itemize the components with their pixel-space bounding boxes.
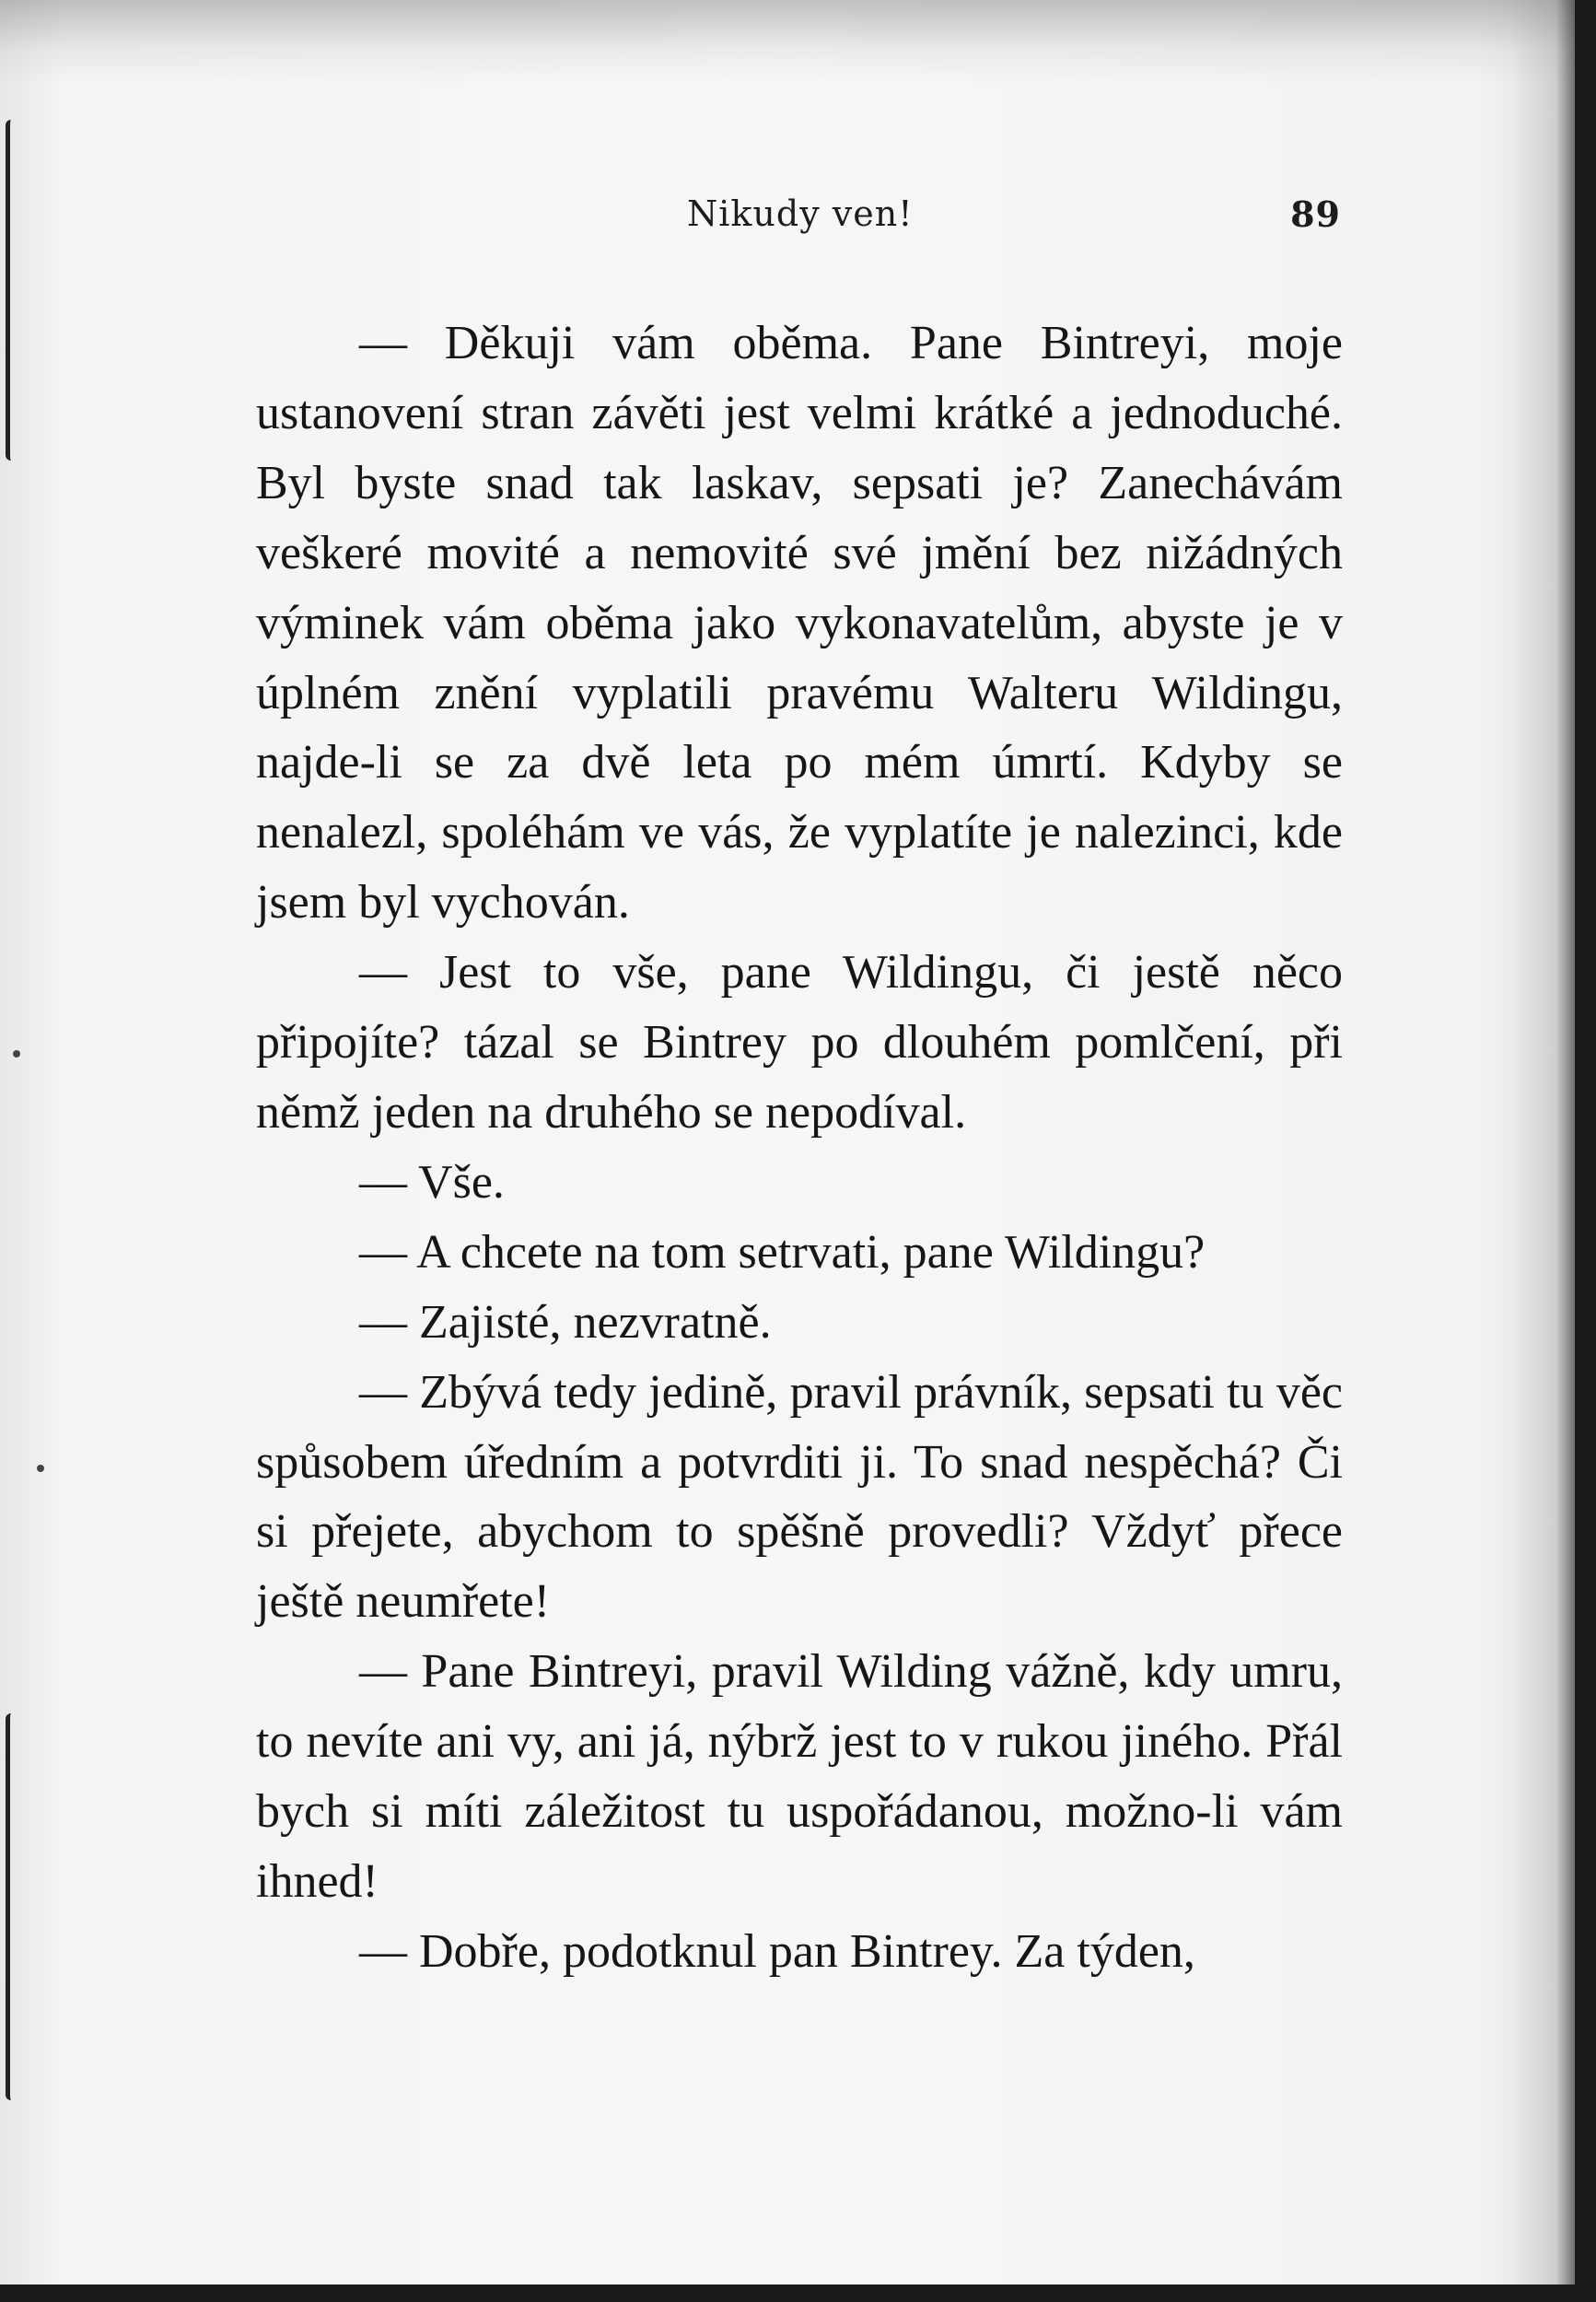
scan-speck: [37, 1465, 44, 1472]
page-number: 89: [1290, 193, 1341, 235]
paragraph: — Vše.: [359, 1155, 505, 1209]
paragraph: — Zbývá tedy jedině, pravil právník, sepsati tu věc spůsobem úředním a potvrditi ji. To snad nespěchá? Či si přejete, abychom to spěšně provedli? Vždyť přece ještě neumřete!: [256, 1365, 1343, 1629]
scan-shadow-top: [0, 0, 1575, 83]
running-head: [263, 193, 1341, 249]
body-text: [256, 309, 1343, 1987]
scan-shadow-right: [1510, 0, 1575, 2284]
paragraph: — A chcete na tom setrvati, pane Wildingu?: [359, 1225, 1206, 1279]
paragraph: — Jest to vše, pane Wildingu, či jestě něco připojíte? tázal se Bintrey po dlouhém pomlčení, při němž jeden na druhého se nepodíval.: [256, 946, 1343, 1139]
scan-speck: [13, 1050, 20, 1058]
running-title: Nikudy ven!: [687, 193, 914, 234]
binding-mark-lower: [6, 1713, 27, 2100]
binding-mark-upper: [6, 120, 27, 461]
paragraph: — Děkuji vám oběma. Pane Bintreyi, moje ustanovení stran závěti jest velmi krátké a jednoduché. Byl byste snad tak laskav, sepsati je? Zanechávám veškeré movité a nemovité své jmění bez nižádných výminek vám oběma jako vykonavatelům, abyste je v úplném znění vyplatili pravému Walteru Wildingu, najde-li se za dvě leta po mém úmrtí. Kdyby se nenalezl, spoléhám ve vás, že vyplatíte je nalezinci, kde jsem byl vychován.: [256, 317, 1343, 929]
paragraph: — Zajisté, nezvratně.: [359, 1295, 772, 1349]
paragraph: — Pane Bintreyi, pravil Wilding vážně, kdy umru, to nevíte ani vy, ani já, nýbrž jest to v rukou jiného. Přál bych si míti záležitost tu uspořádanou, možno-li vám ihned!: [256, 1645, 1343, 1908]
paragraph: — Dobře, podotknul pan Bintrey. Za týden,: [359, 1924, 1195, 1978]
